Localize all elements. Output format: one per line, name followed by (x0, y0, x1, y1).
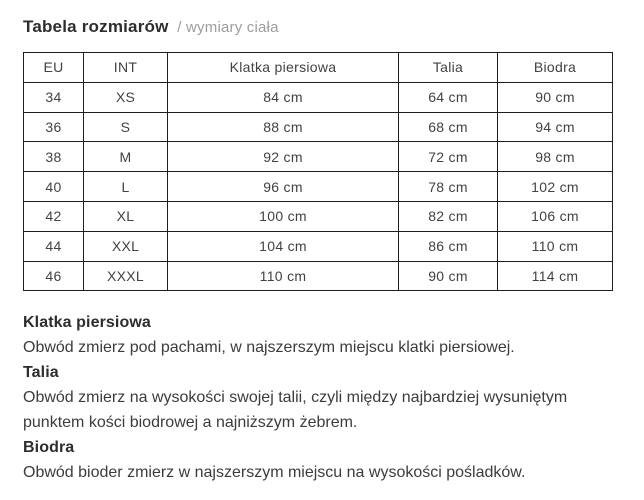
table-cell: 86 cm (399, 231, 498, 261)
table-cell: 46 (24, 261, 84, 291)
table-cell: 68 cm (399, 112, 498, 142)
description-heading-chest: Klatka piersiowa (23, 314, 151, 332)
column-header-hips: Biodra (498, 53, 613, 83)
description-text-hips: Obwód bioder zmierz w najszerszym miejscu na wysokości pośladków. (23, 464, 526, 482)
table-cell: 64 cm (399, 82, 498, 112)
table-cell: 34 (24, 82, 84, 112)
table-cell: 82 cm (399, 201, 498, 231)
size-table-body (24, 82, 613, 291)
description-text-chest: Obwód zmierz pod pachami, w najszerszym miejscu klatki piersiowej. (23, 339, 515, 357)
table-row (24, 172, 613, 202)
table-cell: 42 (24, 201, 84, 231)
description-text-waist: Obwód zmierz na wysokości swojej talii, czyli między najbardziej wysuniętym punktem kości biodrowej a najniższym żebrem. (23, 389, 568, 432)
table-cell: 40 (24, 172, 84, 202)
table-cell: 90 cm (498, 82, 613, 112)
table-cell: 110 cm (168, 261, 399, 291)
table-cell: 110 cm (498, 231, 613, 261)
description-heading-waist: Talia (23, 364, 59, 382)
table-cell: XXL (84, 231, 168, 261)
table-row (24, 112, 613, 142)
table-cell: L (84, 172, 168, 202)
table-cell: 88 cm (168, 112, 399, 142)
table-row (24, 201, 613, 231)
column-header-int: INT (84, 53, 168, 83)
measurement-descriptions (23, 310, 620, 485)
column-header-chest: Klatka piersiowa (168, 53, 399, 83)
table-row (24, 231, 613, 261)
size-table-header (24, 53, 613, 83)
size-table (23, 52, 613, 291)
table-cell: XS (84, 82, 168, 112)
table-cell: 102 cm (498, 172, 613, 202)
table-cell: XL (84, 201, 168, 231)
table-cell: 96 cm (168, 172, 399, 202)
table-cell: 100 cm (168, 201, 399, 231)
description-heading-hips: Biodra (23, 439, 75, 457)
table-cell: M (84, 142, 168, 172)
page-title (23, 17, 620, 38)
table-row (24, 142, 613, 172)
table-row (24, 261, 613, 291)
table-header-row (24, 53, 613, 83)
table-cell: 98 cm (498, 142, 613, 172)
table-cell: 38 (24, 142, 84, 172)
column-header-waist: Talia (399, 53, 498, 83)
table-cell: S (84, 112, 168, 142)
table-cell: 106 cm (498, 201, 613, 231)
table-cell: 90 cm (399, 261, 498, 291)
table-cell: 104 cm (168, 231, 399, 261)
table-cell: XXXL (84, 261, 168, 291)
table-cell: 78 cm (399, 172, 498, 202)
column-header-eu: EU (24, 53, 84, 83)
page-title-subtitle: / wymiary ciała (177, 19, 279, 36)
table-cell: 44 (24, 231, 84, 261)
table-cell: 94 cm (498, 112, 613, 142)
table-cell: 36 (24, 112, 84, 142)
table-cell: 84 cm (168, 82, 399, 112)
table-cell: 114 cm (498, 261, 613, 291)
table-row (24, 82, 613, 112)
page-title-main: Tabela rozmiarów (23, 17, 169, 36)
table-cell: 72 cm (399, 142, 498, 172)
table-cell: 92 cm (168, 142, 399, 172)
